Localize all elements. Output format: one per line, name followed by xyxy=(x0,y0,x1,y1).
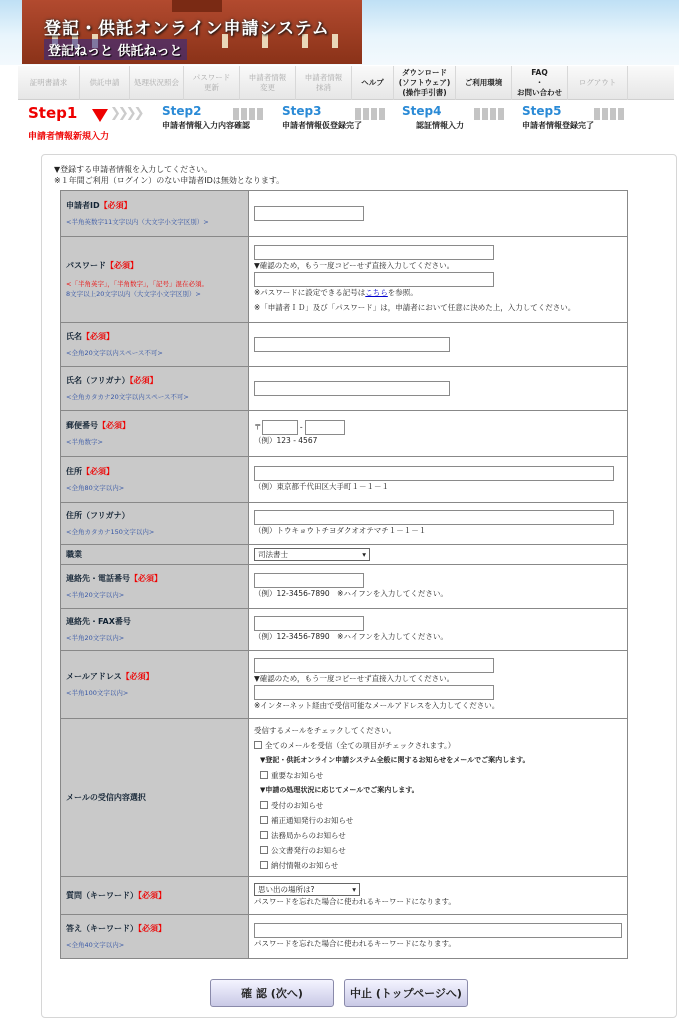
zip-input-2[interactable] xyxy=(305,420,345,435)
row-address-kana: 住所（フリガナ） <全角カタカナ150文字以内> （例）トウキョウトチヨダクオオテマチ１－１－１ xyxy=(61,503,628,545)
checkbox-important[interactable] xyxy=(260,771,268,779)
checkbox-bureau[interactable] xyxy=(260,831,268,839)
name-kana-input[interactable] xyxy=(254,381,450,396)
row-address: 住所【必須】 <全角80文字以内> （例）東京都千代田区大手町１－１－１ xyxy=(61,457,628,503)
step-bars-icon xyxy=(474,108,504,120)
step-5: Step5 申請者情報登録完了 xyxy=(522,104,594,130)
row-mail-options: メールの受信内容選択 受信するメールをチェックしてください。 全てのメールを受信（全ての項目がチェックされます。） ▼登記・供託オンライン申請システム全般に関するお知らせをメールでご案内します。 重要なお知らせ ▼申請の処理状況に応じてメールでご案内します。 受付のお知らせ 補正通知発行のお知らせ 法務局からのお知らせ 公文書発行のお知らせ 納付情報のお知らせ xyxy=(61,719,628,877)
row-mail: メールアドレス【必須】 <半角100文字以内> ▼確認のため，もう一度コピーせず直接入力してください。 ※インターネット経由で受信可能なメールアドレスを入力してください。 xyxy=(61,651,628,719)
checkbox-receipt[interactable] xyxy=(260,801,268,809)
nav-environment[interactable]: ご利用環境 xyxy=(456,66,512,100)
confirm-button[interactable]: 確 認 (次へ) xyxy=(210,979,334,1007)
step-4: Step4 認証情報入力 xyxy=(402,104,464,130)
answer-input[interactable] xyxy=(254,923,622,938)
chevron-down-icon: ▾ xyxy=(352,885,356,894)
row-job: 職業 司法書士 ▾ xyxy=(61,545,628,565)
checkbox-payment[interactable] xyxy=(260,861,268,869)
question-select[interactable]: 思い出の場所は? ▾ xyxy=(254,883,360,896)
row-zip: 郵便番号【必須】 <半角数字> 〒 - （例）123 - 4567 xyxy=(61,411,628,457)
nav-applicant-delete: 申請者情報 抹消 xyxy=(296,66,352,100)
step-bars-icon xyxy=(594,108,624,120)
cancel-button[interactable]: 中止 (トップページへ) xyxy=(344,979,468,1007)
address-input[interactable] xyxy=(254,466,614,481)
system-title: 登記・供託オンライン申請システム xyxy=(44,19,330,39)
address-kana-input[interactable] xyxy=(254,510,614,525)
nav-status: 処理状況照会 xyxy=(130,66,184,100)
job-select[interactable]: 司法書士 ▾ xyxy=(254,548,370,561)
step-1: Step1 申請者情報新規入力 xyxy=(28,104,110,142)
nav-password-update: パスワード 更新 xyxy=(184,66,240,100)
row-question: 質問（キーワード）【必須】 思い出の場所は? ▾ パスワードを忘れた場合に使われるキーワードになります。 xyxy=(61,877,628,915)
step-bars-icon xyxy=(355,108,385,120)
chevron-down-icon: ▾ xyxy=(362,550,366,559)
checkbox-correction[interactable] xyxy=(260,816,268,824)
password-input[interactable] xyxy=(254,245,494,260)
current-step-arrow-icon xyxy=(92,109,108,122)
system-subtitle: 登記ねっと 供託ねっと xyxy=(44,39,187,60)
mail-input[interactable] xyxy=(254,658,494,673)
nav-applicant-change: 申請者情報 変更 xyxy=(240,66,296,100)
nav-help[interactable]: ヘルプ xyxy=(352,66,394,100)
nav-faq[interactable]: FAQ ・ お問い合わせ xyxy=(512,66,568,100)
tel-input[interactable] xyxy=(254,573,364,588)
registration-form xyxy=(60,190,628,959)
step-bars-icon xyxy=(233,108,263,120)
nav-deposit: 供託申請 xyxy=(80,66,130,100)
nav-certificate: 証明書請求 xyxy=(18,66,80,100)
password-confirm-input[interactable] xyxy=(254,272,494,287)
form-intro: ▼登録する申請者情報を入力してください。 ※１年間ご利用（ログイン）のない申請者IDは無効となります。 xyxy=(54,165,285,185)
nav-download[interactable]: ダウンロード (ソフトウェア) (操作手引書) xyxy=(394,66,456,100)
fax-input[interactable] xyxy=(254,616,364,631)
row-name: 氏名【必須】 <全角20文字以内スペース不可> xyxy=(61,323,628,367)
row-fax: 連絡先・FAX番号 <半角20文字以内> （例）12-3456-7890 ※ハイフンを入力してください。 xyxy=(61,609,628,651)
row-answer: 答え（キーワード）【必須】 <全角40文字以内> パスワードを忘れた場合に使われるキーワードになります。 xyxy=(61,915,628,959)
step-indicator xyxy=(28,104,668,148)
step-2: Step2 申請者情報入力内容確認 xyxy=(162,104,250,130)
header-banner xyxy=(0,0,679,65)
row-tel: 連絡先・電話番号【必須】 <半角20文字以内> （例）12-3456-7890 ※ハイフンを入力してください。 xyxy=(61,565,628,609)
main-nav xyxy=(18,66,674,100)
step-3: Step3 申請者情報仮登録完了 xyxy=(282,104,362,130)
row-name-kana: 氏名（フリガナ）【必須】 <全角カタカナ20文字以内スペース不可> xyxy=(61,367,628,411)
checkbox-official-doc[interactable] xyxy=(260,846,268,854)
symbols-link[interactable]: こちら xyxy=(365,288,388,297)
row-applicant-id: 申請者ID【必須】 <半角英数字11文字以内（大文字小文字区別）> xyxy=(61,191,628,237)
nav-logout: ログアウト xyxy=(568,66,628,100)
form-buttons xyxy=(210,979,468,1007)
applicant-id-input[interactable] xyxy=(254,206,364,221)
checkbox-all[interactable] xyxy=(254,741,262,749)
row-password: パスワード【必須】 <「半角英字」，「半角数字」，「記号」混在必須。 8文字以上20文字以内（大文字小文字区別）> ▼確認のため，もう一度コピーせず直接入力してください。 ※パスワードに設定できる記号はこちらを参照。 ※「申請者ＩＤ」及び「パスワード」は，申請者において任意に決めた上，入力してください。 xyxy=(61,237,628,323)
zip-input-1[interactable] xyxy=(262,420,298,435)
mail-confirm-input[interactable] xyxy=(254,685,494,700)
chevrons-icon: ❯❯❯❯ xyxy=(110,106,142,121)
name-input[interactable] xyxy=(254,337,450,352)
